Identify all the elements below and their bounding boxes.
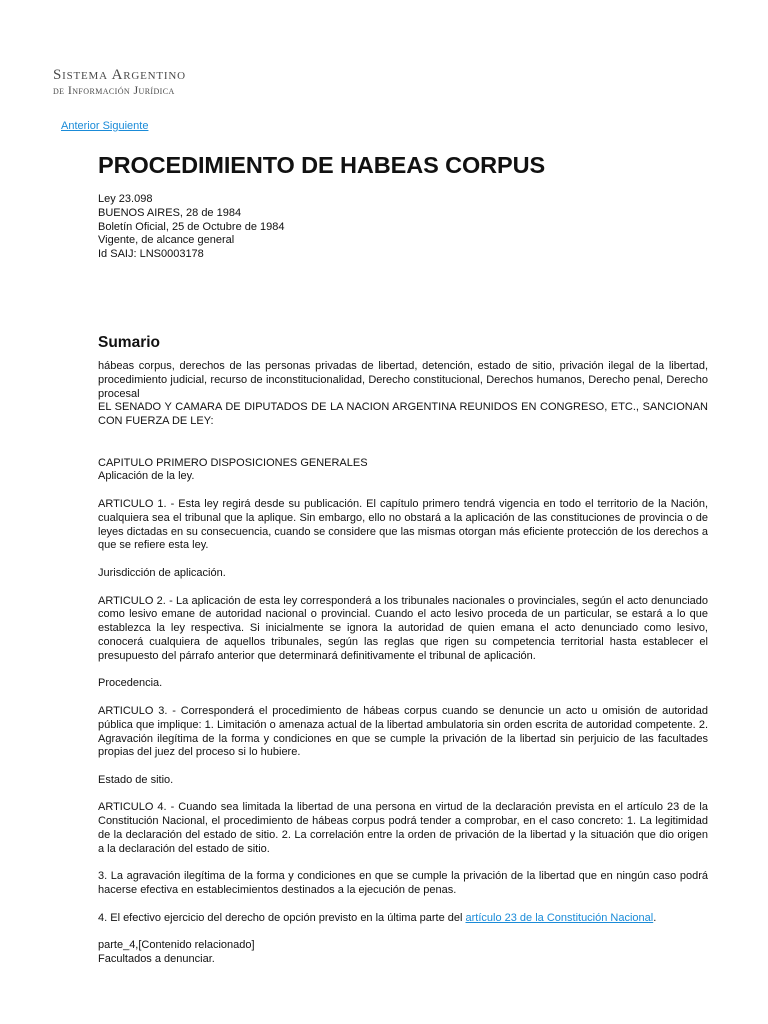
- section-facultados: Facultados a denunciar.: [98, 953, 215, 966]
- section-jurisdiccion: Jurisdicción de aplicación.: [98, 566, 226, 579]
- constitucion-articulo-23-link[interactable]: artículo 23 de la Constitución Nacional: [465, 911, 654, 924]
- chapter-heading: CAPITULO PRIMERO DISPOSICIONES GENERALES: [98, 456, 368, 469]
- article-3: ARTICULO 3. - Corresponderá el procedimiento de hábeas corpus cuando se denuncie un acto u omisión de autoridad pública que implique: 1. Limitación o amenaza actual de la libertad ambulatoria sin orden escrita de autoridad competente. 2. Agravación ilegítima de la forma y condiciones en que se cumple la privación de la libertad sin perjuicio de las facultades propias del juez del proceso si lo hubiere.: [98, 704, 708, 759]
- article-4-item-4-end: .: [653, 911, 657, 924]
- sumario-text: hábeas corpus, derechos de las personas privadas de libertad, detención, estado de sitio, privación ilegal de la libertad, procedimiento judicial, recurso de inconstitucionalidad, Derecho constitucional, Derechos humanos, Derecho penal, Derecho procesal: [98, 359, 708, 400]
- document-content: [98, 146, 708, 967]
- article-4-item-4-text: 4. El efectivo ejercicio del derecho de opción previsto en la última parte del: [98, 911, 466, 924]
- preamble-text: EL SENADO Y CAMARA DE DIPUTADOS DE LA NACION ARGENTINA REUNIDOS EN CONGRESO, ETC., SANCIONAN CON FUERZA DE LEY:: [98, 401, 708, 428]
- meta-id-saij: Id SAIJ: LNS0003178: [98, 248, 204, 261]
- meta-ley: Ley 23.098: [98, 193, 153, 205]
- document-meta: [98, 193, 708, 262]
- document-title: PROCEDIMIENTO DE HABEAS CORPUS: [98, 152, 546, 178]
- meta-boletin: Boletín Oficial, 25 de Octubre de 1984: [98, 220, 285, 233]
- saij-logo: [53, 68, 186, 98]
- related-content-marker: parte_4,[Contenido relacionado]: [98, 939, 255, 952]
- article-2: ARTICULO 2. - La aplicación de esta ley corresponderá a los tribunales nacionales o provinciales, según el acto denunciado como lesivo emane de autoridad nacional o provincial. Cuando el acto lesivo proceda de un particular, se estará a lo que establezca la ley respectiva. Si inicialmente se ignora la autoridad de quien emana el acto denunciado como lesivo, conocerá cualquiera de aquellos tribunales, según las reglas que rigen su competencia territorial hasta establecer el presupuesto del párrafo anterior que determinará definitivamente el tribunal de aplicación.: [98, 594, 708, 662]
- anterior-siguiente-link[interactable]: Anterior Siguiente: [61, 120, 149, 132]
- article-4-item-3: 3. La agravación ilegítima de la forma y condiciones en que se cumple la privación de la libertad que en ningún caso podrá hacerse efectiva en establecimientos destinados a la ejecución de penas.: [98, 870, 708, 897]
- section-estado-de-sitio: Estado de sitio.: [98, 773, 174, 786]
- sumario-heading: Sumario: [98, 333, 161, 351]
- article-1: ARTICULO 1. - Esta ley regirá desde su publicación. El capítulo primero tendrá vigencia en todo el territorio de la Nación, cualquiera sea el tribunal que la aplique. Sin embargo, ello no obstará a la aplicación de las constituciones de provincia o de leyes dictadas en su consecuencia, cuando se considere que las mismas otorgan más eficiente protección de los derechos a que se refiere esta ley.: [98, 497, 708, 552]
- article-4-item-4: [98, 912, 708, 926]
- logo-line-2: de Información Jurídica: [53, 83, 175, 97]
- meta-fecha: BUENOS AIRES, 28 de 1984: [98, 206, 242, 219]
- section-procedencia: Procedencia.: [98, 677, 163, 690]
- meta-vigencia: Vigente, de alcance general: [98, 234, 235, 247]
- pagination-nav: [61, 120, 148, 132]
- chapter-subheading: Aplicación de la ley.: [98, 470, 195, 483]
- logo-line-1: Sistema Argentino: [53, 67, 186, 83]
- article-4: ARTICULO 4. - Cuando sea limitada la libertad de una persona en virtud de la declaración prevista en el artículo 23 de la Constitución Nacional, el procedimiento de hábeas corpus podrá tender a comprobar, en el caso concreto: 1. La legitimidad de la declaración del estado de sitio. 2. La correlación entre la orden de privación de la libertad y la situación que dio origen a la declaración del estado de sitio.: [98, 801, 708, 855]
